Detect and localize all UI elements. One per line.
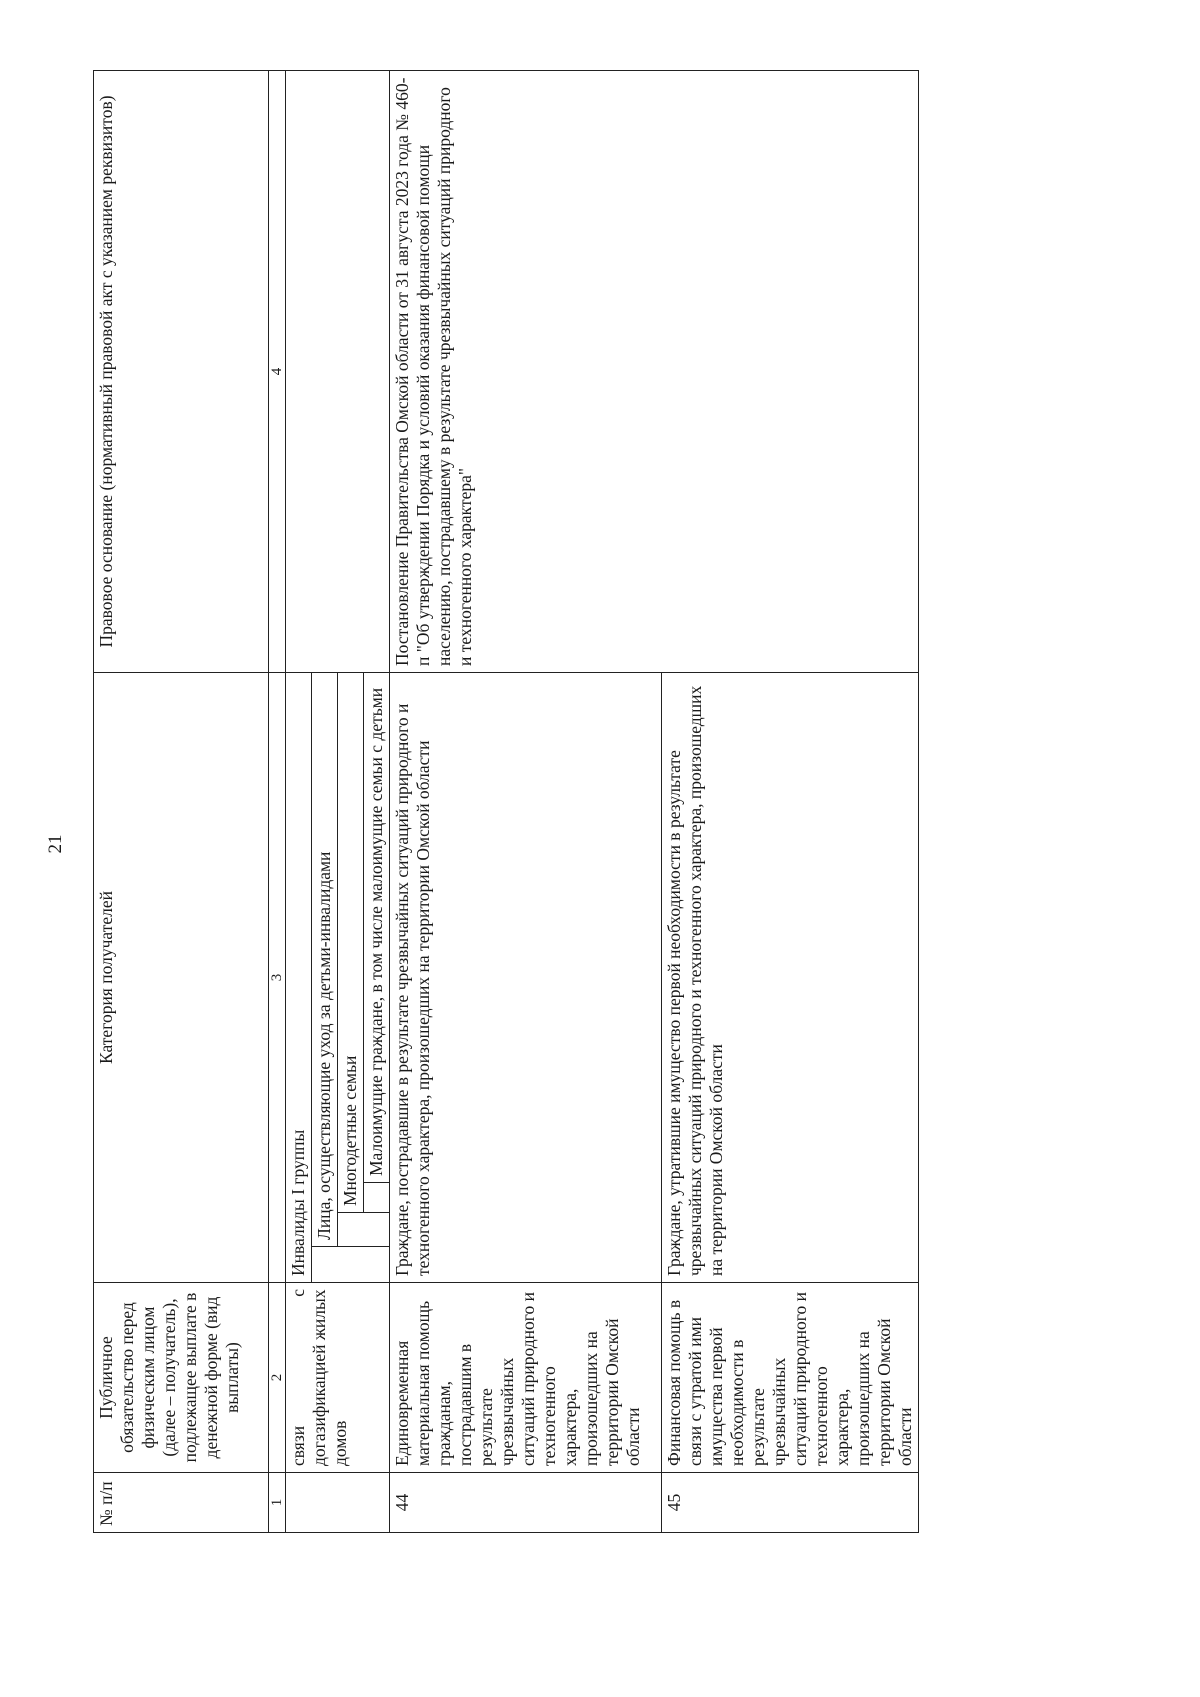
column-number-row: [269, 70, 286, 1532]
header-recipient-category: Категория получателей: [94, 672, 269, 1282]
row-number: 45: [662, 1473, 919, 1533]
table-header-row: [94, 70, 269, 1532]
row-number-empty: [286, 1473, 390, 1533]
page-number: 21: [45, 834, 66, 854]
column-number: 4: [269, 70, 286, 672]
category-indent-cell: [364, 1183, 390, 1213]
column-number: 1: [269, 1473, 286, 1533]
recipient-category: Граждане, пострадавшие в результате чрезвычайных ситуаций природного и техногенного характера, произошедших на территории Омской области: [390, 672, 662, 1282]
payment-type: Единовременная материальная помощь гражданам, пострадавшим в результате чрезвычайных ситуаций природного и техногенного характера, произошедших на территории Омской области: [390, 1283, 662, 1473]
obligations-table: [93, 70, 919, 1533]
continuation-word: связи: [288, 1425, 308, 1466]
recipient-category: Граждане, утратившие имущество первой необходимости в результате чрезвычайных ситуаций природного и техногенного характера, произошедших на территории Омской области: [662, 672, 919, 1282]
payment-type-continuation: [286, 1283, 390, 1473]
legal-basis: Постановление Правительства Омской области от 31 августа 2023 года № 460-п "Об утверждении Порядка и условий оказания финансовой помощи населению, пострадавшему в результате чрезвычайных ситуаций природного и техногенного характера": [390, 70, 919, 672]
category-indent-cell: [338, 1213, 390, 1247]
column-number: 3: [269, 672, 286, 1282]
header-payment-type: Публичное обязательство перед физическим лицом (далее – получатель), подлежащее выплате в денежной форме (вид выплаты): [94, 1283, 269, 1473]
table-row: [390, 70, 662, 1532]
continuation-text: догазификацией жилых домов: [309, 1289, 350, 1466]
category-item: Малоимущие граждане, в том числе малоимущие семьи с детьми: [364, 672, 390, 1182]
column-number: 2: [269, 1283, 286, 1473]
category-indent-cell: [312, 1247, 390, 1283]
table-row: [286, 70, 312, 1532]
category-item: Лица, осуществляющие уход за детьми-инвалидами: [312, 672, 338, 1246]
category-item: Многодетные семьи: [338, 672, 364, 1212]
category-item: Инвалиды I группы: [286, 672, 312, 1282]
header-number: № п/п: [94, 1473, 269, 1533]
continuation-word: с: [288, 1289, 308, 1297]
row-number: 44: [390, 1473, 662, 1533]
header-legal-basis: Правовое основание (нормативный правовой акт с указанием реквизитов): [94, 70, 269, 672]
payment-type: Финансовая помощь в связи с утратой ими имущества первой необходимости в результате чрезвычайных ситуаций природного и техногенного характера, произошедших на территории Омской области: [662, 1283, 919, 1473]
legal-basis-empty: [286, 70, 390, 672]
